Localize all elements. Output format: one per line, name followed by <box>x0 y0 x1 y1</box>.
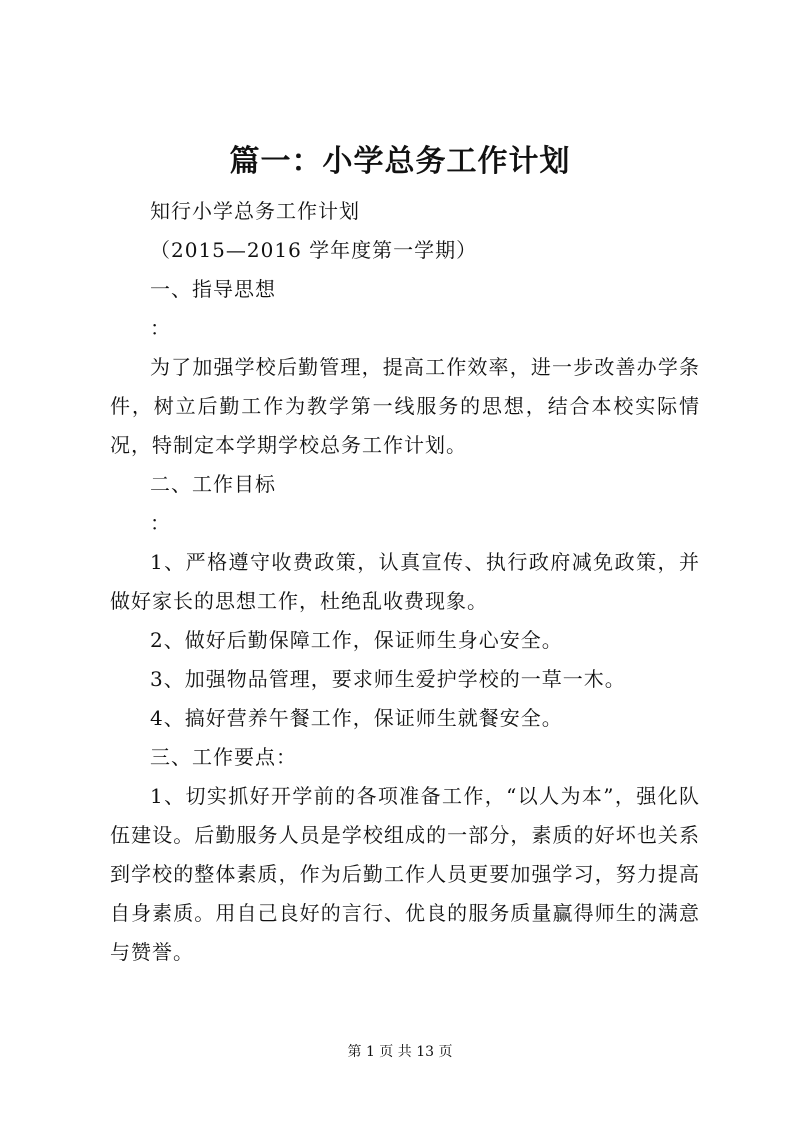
paragraph-school-plan-name: 知行小学总务工作计划 <box>150 199 360 223</box>
heading-work-goals: 二、工作目标 <box>150 472 276 496</box>
paragraph-goal-1: 1、严格遵守收费政策，认真宣传、执行政府减免政策，并做好家长的思想工作，杜绝乱收费现象。 <box>110 550 700 613</box>
paragraph-colon: ： <box>150 511 171 535</box>
page-number-footer: 第 1 页 共 13 页 <box>347 1044 453 1060</box>
paragraph-semester: （2015—2016 学年度第一学期） <box>150 238 478 262</box>
paragraph-guiding-thought-body: 为了加强学校后勤管理，提高工作效率，进一步改善办学条件，树立后勤工作为教学第一线服务的思想，结合本校实际情况，特制定本学期学校总务工作计划。 <box>110 355 700 457</box>
heading-work-points: 三、工作要点： <box>150 745 297 769</box>
paragraph-goal-2: 2、做好后勤保障工作，保证师生身心安全。 <box>150 628 563 652</box>
heading-guiding-thought: 一、指导思想 <box>150 277 276 301</box>
paragraph-point-1: 1、切实抓好开学前的各项准备工作，“以人为本”，强化队伍建设。后勤服务人员是学校组成的一部分，素质的好坏也关系到学校的整体素质，作为后勤工作人员更要加强学习，努力提高自身素质。用自己良好的言行、优良的服务质量赢得师生的满意与赞誉。 <box>110 784 700 964</box>
paragraph-goal-3: 3、加强物品管理，要求师生爱护学校的一草一木。 <box>150 667 626 691</box>
paragraph-colon: ： <box>150 316 171 340</box>
document-title: 篇一：小学总务工作计划 <box>229 144 571 179</box>
paragraph-goal-4: 4、搞好营养午餐工作，保证师生就餐安全。 <box>150 706 563 730</box>
